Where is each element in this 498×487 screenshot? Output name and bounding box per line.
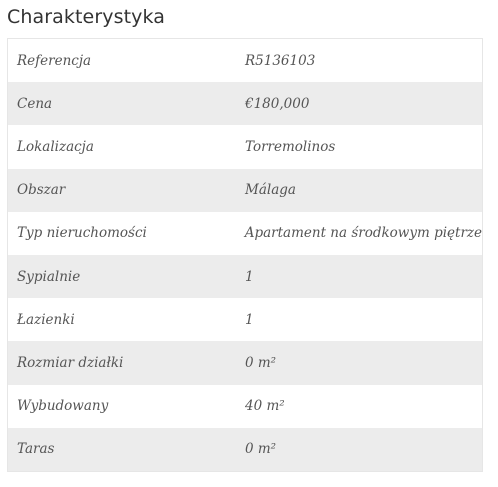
details-row-bathrooms: [8, 298, 482, 341]
details-value: 1: [245, 311, 254, 328]
details-label: Wybudowany: [17, 398, 109, 415]
details-label: Lokalizacja: [17, 138, 94, 155]
details-value: 0 m²: [245, 441, 277, 458]
details-label: Taras: [17, 441, 55, 458]
details-value: 40 m²: [245, 398, 285, 415]
details-value: 0 m²: [245, 354, 277, 371]
details-row-area: [8, 169, 482, 212]
details-label: Referencja: [17, 52, 92, 69]
details-value: R5136103: [245, 52, 316, 69]
details-value: 1: [245, 268, 254, 285]
details-label: Łazienki: [17, 311, 75, 328]
details-row-plot-size: [8, 341, 482, 384]
details-label: Cena: [17, 95, 53, 112]
property-details-table: [7, 38, 483, 472]
details-row-price: [8, 82, 482, 125]
details-row-reference: [8, 39, 482, 82]
details-value: €180,000: [245, 95, 310, 112]
details-label: Sypialnie: [17, 268, 81, 285]
details-label: Obszar: [17, 182, 66, 199]
details-row-property-type: [8, 212, 482, 255]
details-label: Rozmiar działki: [17, 354, 124, 371]
details-row-location: [8, 125, 482, 168]
details-value: Apartament na środkowym piętrze: [244, 225, 482, 242]
details-label: Typ nieruchomości: [17, 225, 147, 242]
details-value: Málaga: [245, 182, 296, 199]
details-row-built-size: [8, 385, 482, 428]
details-row-bedrooms: [8, 255, 482, 298]
details-row-terrace: [8, 428, 482, 471]
section-title: Charakterystyka: [7, 6, 166, 28]
details-value: Torremolinos: [245, 138, 336, 155]
